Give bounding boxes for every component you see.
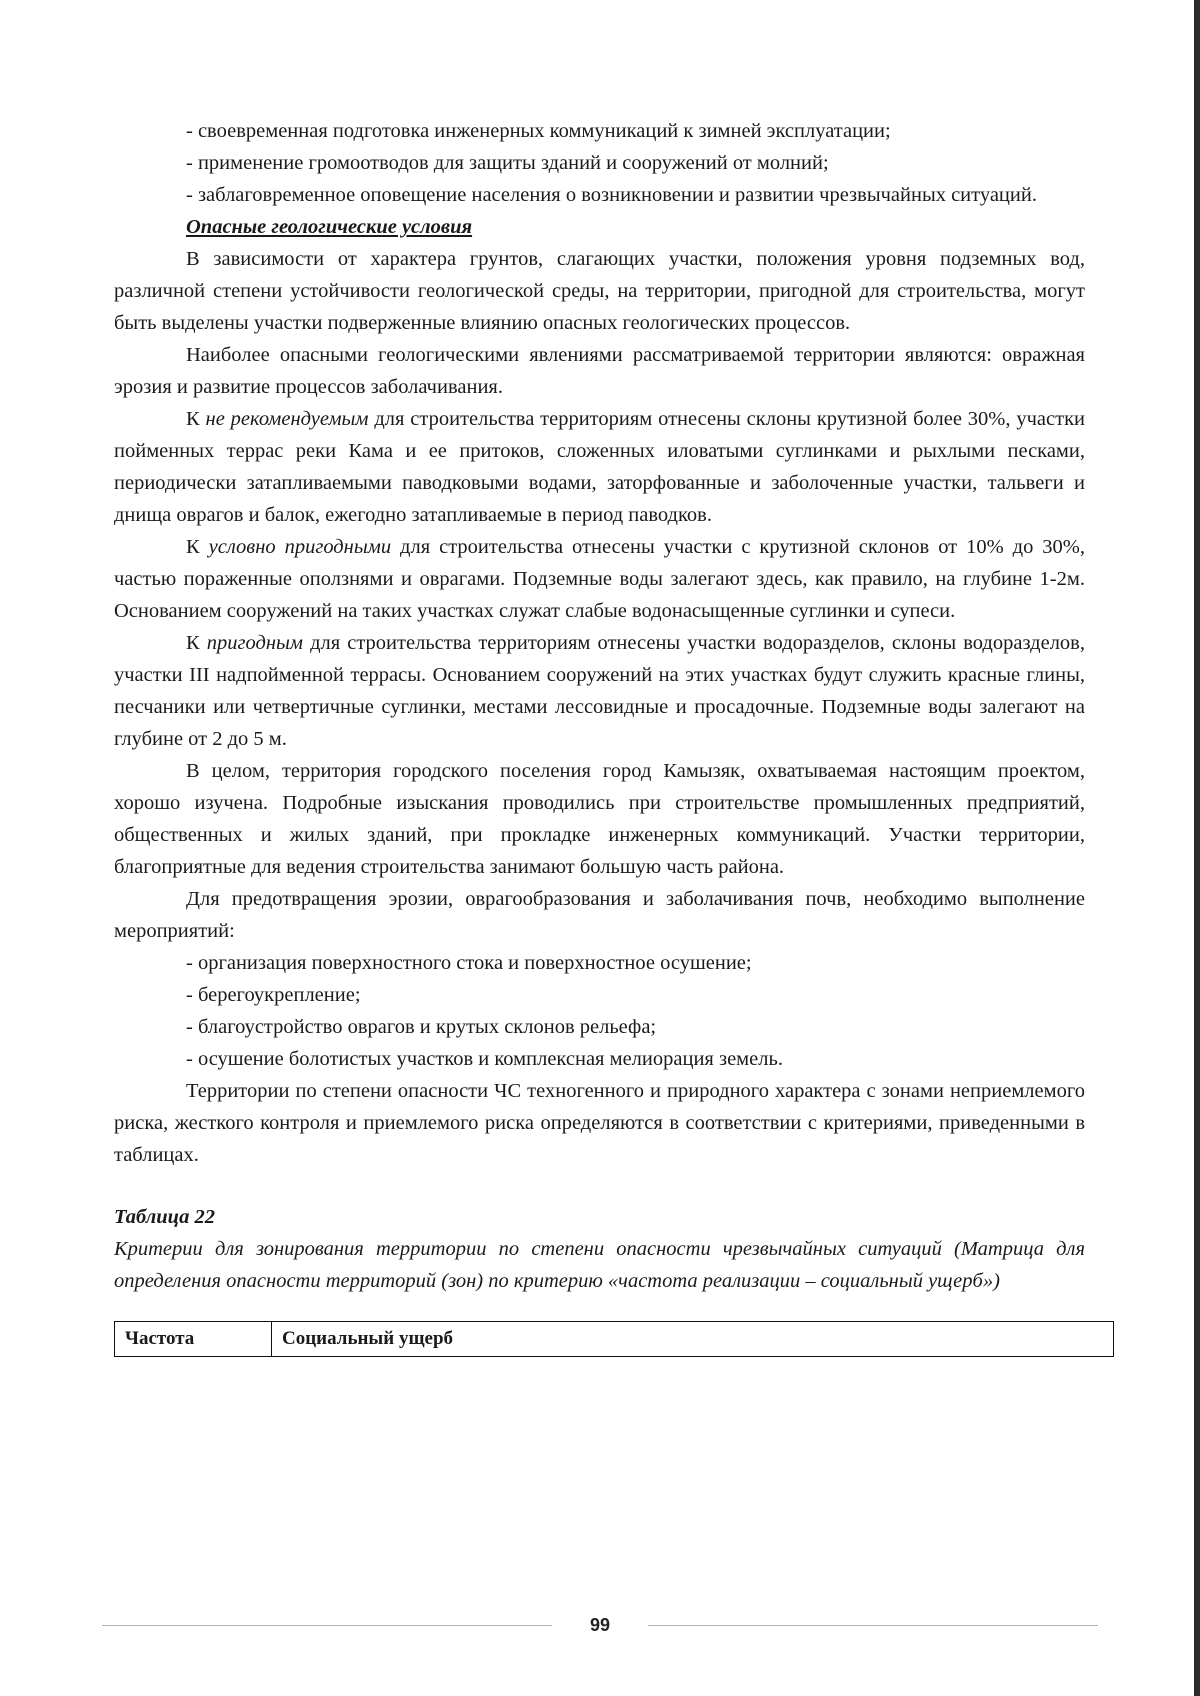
measure-item: - применение громоотводов для защиты зданий и сооружений от молний; xyxy=(186,152,829,174)
paragraph: Территории по степени опасности ЧС техногенного и природного характера с зонами неприемлемого риска, жесткого контроля и приемлемого риска определяются в соответствии с критериями, приведенными в таблицах. xyxy=(114,1080,1085,1166)
page-footer xyxy=(102,1610,1098,1640)
section-heading: Опасные геологические условия xyxy=(186,216,473,238)
text: К xyxy=(186,632,207,654)
paragraph: В зависимости от характера грунтов, слагающих участки, положения уровня подземных вод, различной степени устойчивости геологической среды, на территории, пригодной для строительства, могут быть выделены участки подверженные влиянию опасных геологических процессов. xyxy=(114,248,1085,334)
measure-item: - заблаговременное оповещение населения о возникновении и развитии чрезвычайных ситуаций. xyxy=(186,184,1037,206)
footer-rule-right xyxy=(648,1625,1098,1626)
page-edge xyxy=(1194,0,1200,1696)
emphasis-term: пригодным xyxy=(206,632,303,654)
paragraph-not-recommended xyxy=(114,403,1085,531)
measure-item: - организация поверхностного стока и поверхностное осушение; xyxy=(186,952,752,974)
measure-item: - своевременная подготовка инженерных коммуникаций к зимней эксплуатации; xyxy=(186,120,891,142)
measure-item: - осушение болотистых участков и комплексная мелиорация земель. xyxy=(186,1048,783,1070)
page-number: 99 xyxy=(589,1615,611,1635)
document-body xyxy=(114,115,1085,1357)
text: для строительства территориям отнесены участки водоразделов, склоны водоразделов, участки III надпойменной террасы. Основанием сооружений на этих участках будут служить красные глины, песчаники или четвертичные суглинки, местами лессовидные и просадочные. Подземные воды залегают на глубине от 2 до 5 м. xyxy=(114,632,1085,750)
paragraph: Для предотвращения эрозии, оврагообразования и заболачивания почв, необходимо выполнение мероприятий: xyxy=(114,888,1085,942)
table-header-social-damage: Социальный ущерб xyxy=(272,1322,1114,1357)
text: для строительства отнесены участки с крутизной склонов от 10% до 30%, частью пораженные оползнями и оврагами. Подземные воды залегают здесь, как правило, на глубине 1-2м. Основанием сооружений на таких участках служат слабые водонасыщенные суглинки и супеси. xyxy=(114,536,1085,622)
criteria-table xyxy=(114,1321,1114,1357)
text: К xyxy=(186,536,209,558)
measure-item: - берегоукрепление; xyxy=(186,984,361,1006)
paragraph: В целом, территория городского поселения город Камызяк, охватываемая настоящим проектом, хорошо изучена. Подробные изыскания проводились при строительстве промышленных предприятий, общественных и жилых зданий, при прокладке инженерных коммуникаций. Участки территории, благоприятные для ведения строительства занимают большую часть района. xyxy=(114,760,1085,878)
emphasis-term: не рекомендуемым xyxy=(205,408,369,430)
table-number: Таблица 22 xyxy=(114,1206,215,1228)
paragraph: Наиболее опасными геологическими явлениями рассматриваемой территории являются: овражная эрозия и развитие процессов заболачивания. xyxy=(114,344,1085,398)
table-header-row xyxy=(115,1322,1114,1357)
table-caption: Критерии для зонирования территории по степени опасности чрезвычайных ситуаций (Матрица для определения опасности территорий (зон) по критерию «частота реализации – социальный ущерб») xyxy=(114,1238,1085,1292)
paragraph-suitable xyxy=(114,627,1085,755)
measure-item: - благоустройство оврагов и крутых склонов рельефа; xyxy=(186,1016,657,1038)
text: К xyxy=(186,408,206,430)
text: для строительства территориям отнесены склоны крутизной более 30%, участки пойменных террас реки Кама и ее притоков, сложенных иловатыми суглинками и рыхлыми песками, периодически затапливаемыми паводковыми водами, заторфованные и заболоченные участки, тальвеги и днища оврагов и балок, ежегодно затапливаемые в период паводков. xyxy=(114,408,1085,526)
emphasis-term: условно пригодными xyxy=(208,536,392,558)
paragraph-conditional xyxy=(114,531,1085,627)
table-header-frequency: Частота xyxy=(115,1322,272,1357)
